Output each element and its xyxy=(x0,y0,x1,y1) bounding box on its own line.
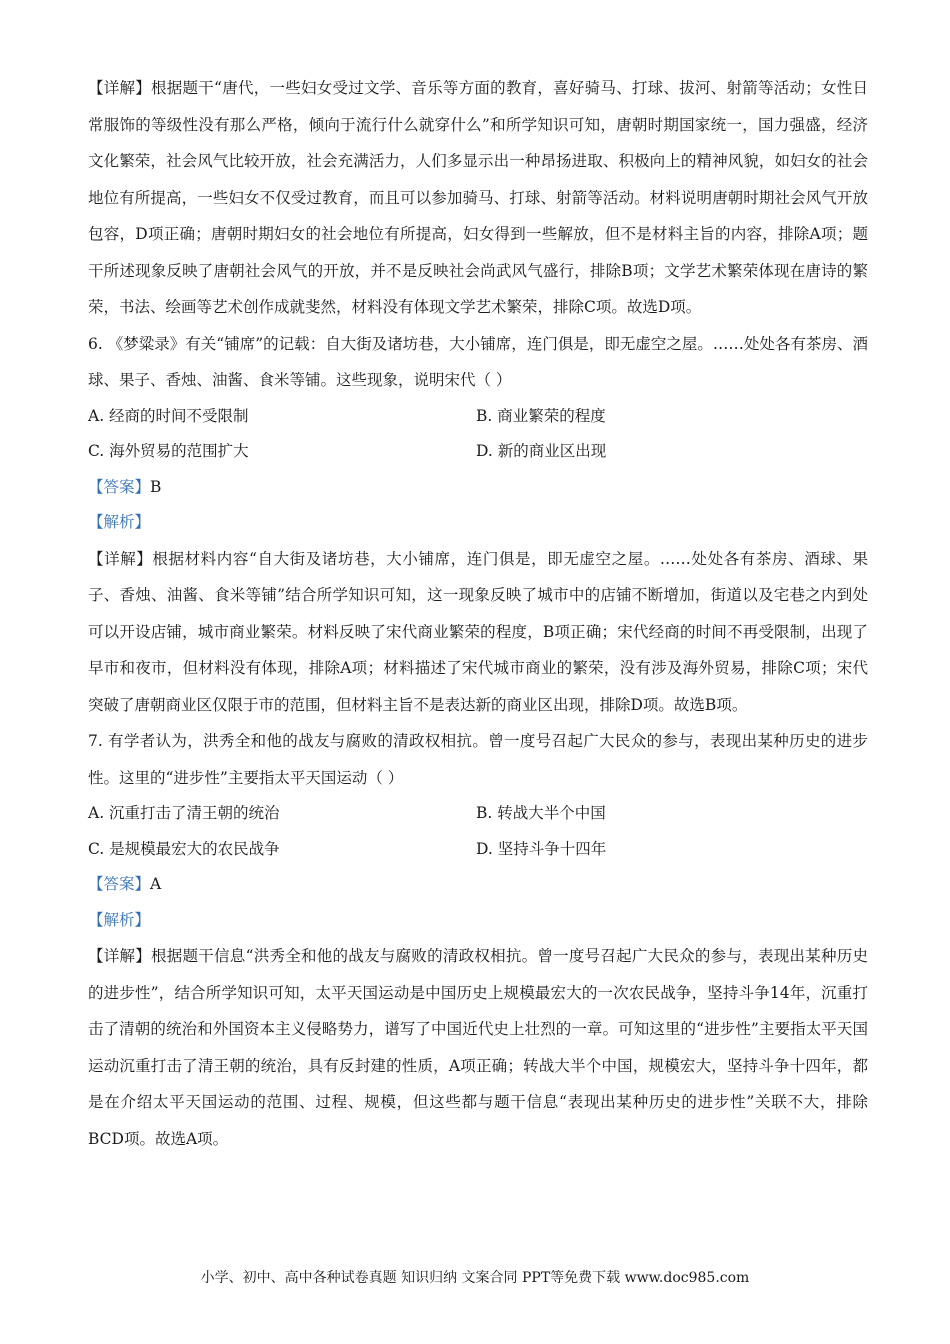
page-footer: 小学、初中、高中各种试卷真题 知识归纳 文案合同 PPT等免费下载 www.doc985.com xyxy=(200,1270,750,1286)
document-page xyxy=(88,70,868,1157)
q7-stem: 7. 有学者认为，洪秀全和他的战友与腐败的清政权相抗。曾一度号召起广大民众的参与，表现出某种历史的进步性。这里的“进步性”主要指太平天国运动（ ） xyxy=(88,732,868,787)
q6-detail: 【详解】根据材料内容“自大街及诸坊巷，大小铺席，连门俱是，即无虚空之屋。……处处各有茶房、酒球、果子、香烛、油酱、食米等铺”结合所学知识可知，这一现象反映了城市中的店铺不断增加，街道以及宅巷之内到处可以开设店铺，城市商业繁荣。材料反映了宋代商业繁荣的程度，B项正确；宋代经商的时间不再受限制，出现了早市和夜市，但材料没有体现，排除A项；材料描述了宋代城市商业的繁荣，没有涉及海外贸易，排除C项；宋代突破了唐朝商业区仅限于市的范围，但材料主旨不是表达新的商业区出现，排除D项。故选B项。 xyxy=(88,549,868,714)
q5-detail: 【详解】根据题干“唐代，一些妇女受过文学、音乐等方面的教育，喜好骑马、打球、拔河、射箭等活动；女性日常服饰的等级性没有那么严格，倾向于流行什么就穿什么”和所学知识可知，唐朝时期国家统一，国力强盛，经济文化繁荣，社会风气比较开放，社会充满活力，人们多显示出一种昂扬进取、积极向上的精神风貌，如妇女的社会地位有所提高，一些妇女不仅受过教育，而且可以参加骑马、打球、射箭等活动。材料说明唐朝时期社会风气开放包容，D项正确；唐朝时期妇女的社会地位有所提高，妇女得到一些解放，但不是材料主旨的内容，排除A项；题干所述现象反映了唐朝社会风气的开放，并不是反映社会尚武风气盛行，排除B项；文学艺术繁荣体现在唐诗的繁荣，书法、绘画等艺术创作成就斐然，材料没有体现文学艺术繁荣，排除C项。故选D项。 xyxy=(88,79,868,316)
q7-detail: 【详解】根据题干信息“洪秀全和他的战友与腐败的清政权相抗。曾一度号召起广大民众的参与，表现出某种历史的进步性”，结合所学知识可知，太平天国运动是中国历史上规模最宏大的一次农民战争，坚持斗争14年，沉重打击了清朝的统治和外国资本主义侵略势力，谱写了中国近代史上壮烈的一章。可知这里的“进步性”主要指太平天国运动沉重打击了清王朝的统治，具有反封建的性质，A项正确；转战大半个中国，规模宏大，坚持斗争十四年，都是在介绍太平天国运动的范围、过程、规模，但这些都与题干信息“表现出某种历史的进步性”关联不大，排除BCD项。故选A项。 xyxy=(88,947,868,1148)
q6-option-a: A. 经商的时间不受限制 xyxy=(88,406,249,425)
answer-label: 【答案】 xyxy=(88,477,151,496)
q7-options-row2 xyxy=(88,832,868,868)
q6-option-d: D. 新的商业区出现 xyxy=(476,442,607,460)
q7-answer xyxy=(88,867,868,903)
q7-option-b: B. 转战大半个中国 xyxy=(476,804,606,822)
analysis-label: 【解析】 xyxy=(88,513,151,531)
answer-label: 【答案】 xyxy=(88,875,151,893)
q6-option-b: B. 商业繁荣的程度 xyxy=(476,406,606,425)
answer-value: A xyxy=(150,875,162,893)
q6-stem: 6. 《梦粱录》有关“铺席”的记载：自大街及诸坊巷，大小铺席，连门俱是，即无虚空之屋。……处处各有茶房、酒球、果子、香烛、油酱、食米等铺。这些现象，说明宋代（ ） xyxy=(88,334,868,389)
answer-value: B xyxy=(150,477,162,496)
q7-option-d: D. 坚持斗争十四年 xyxy=(476,839,607,858)
q6-analysis xyxy=(88,505,868,541)
q6-answer xyxy=(88,470,868,506)
q7-options-row1 xyxy=(88,796,868,832)
q7-option-a: A. 沉重打击了清王朝的统治 xyxy=(88,804,280,822)
q6-options-row2 xyxy=(88,434,868,470)
q7-option-c: C. 是规模最宏大的农民战争 xyxy=(88,839,280,858)
q6-option-c: C. 海外贸易的范围扩大 xyxy=(88,442,249,460)
q6-options-row1 xyxy=(88,399,868,435)
q7-analysis xyxy=(88,903,868,939)
analysis-label: 【解析】 xyxy=(88,910,151,929)
